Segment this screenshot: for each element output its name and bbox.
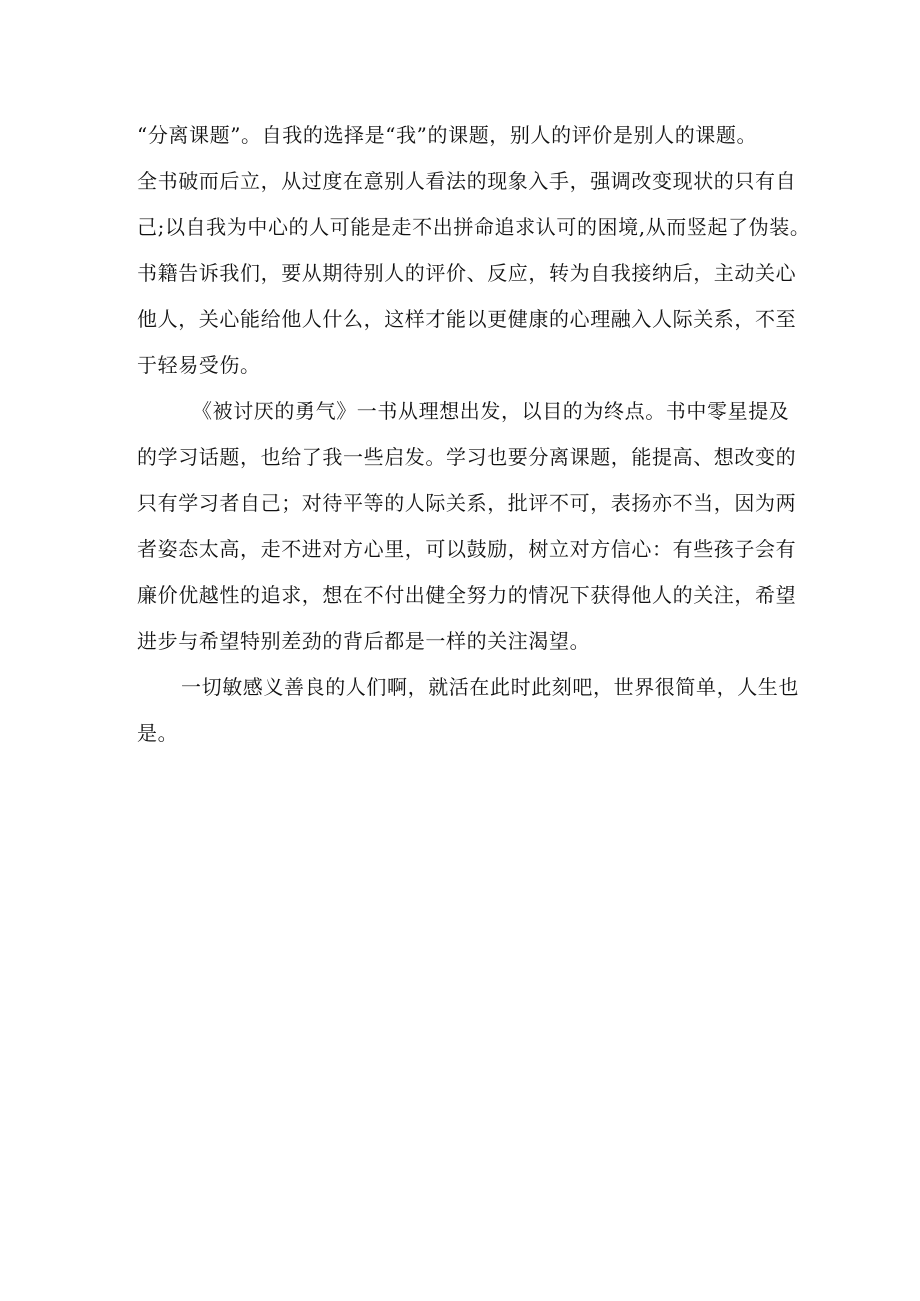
text-line: 者姿态太高，走不进对方心里，可以鼓励，树立对方信心：有些孩子会有 xyxy=(137,537,797,561)
paragraph-learning-topics xyxy=(137,388,797,664)
text-line: 的学习话题，也给了我一些启发。学习也要分离课题，能提高、想改变的 xyxy=(137,445,797,469)
text-line: 廉价优越性的追求，想在不付出健全努力的情况下获得他人的关注，希望 xyxy=(137,583,797,607)
text-line: 于轻易受伤。 xyxy=(137,353,261,377)
text-line: 只有学习者自己；对待平等的人际关系，批评不可，表扬亦不当，因为两 xyxy=(137,491,797,515)
document-body xyxy=(137,112,811,756)
text-line: 一切敏感义善良的人们啊，就活在此时此刻吧，世界很简单，人生也 xyxy=(181,675,799,699)
paragraph-conclusion xyxy=(137,664,799,756)
text-line: “分离课题”。自我的选择是“我”的课题，别人的评价是别人的课题。 xyxy=(137,123,758,147)
text-line: 他人，关心能给他人什么，这样才能以更健康的心理融入人际关系，不至 xyxy=(137,307,797,331)
text-line: 进步与希望特别差劲的背后都是一样的关注渴望。 xyxy=(137,629,591,653)
text-line: 《被讨厌的勇气》一书从理想出发，以目的为终点。书中零星提及 xyxy=(192,399,790,423)
text-line: 书籍告诉我们，要从期待别人的评价、反应，转为自我接纳后，主动关心 xyxy=(137,261,797,285)
paragraph-separation-of-tasks xyxy=(137,112,811,388)
text-line: 己;以自我为中心的人可能是走不出拼命追求认可的困境,从而竖起了伪装。 xyxy=(137,215,811,239)
text-line: 全书破而后立，从过度在意别人看法的现象入手，强调改变现状的只有自 xyxy=(137,169,797,193)
text-line: 是。 xyxy=(137,721,179,745)
